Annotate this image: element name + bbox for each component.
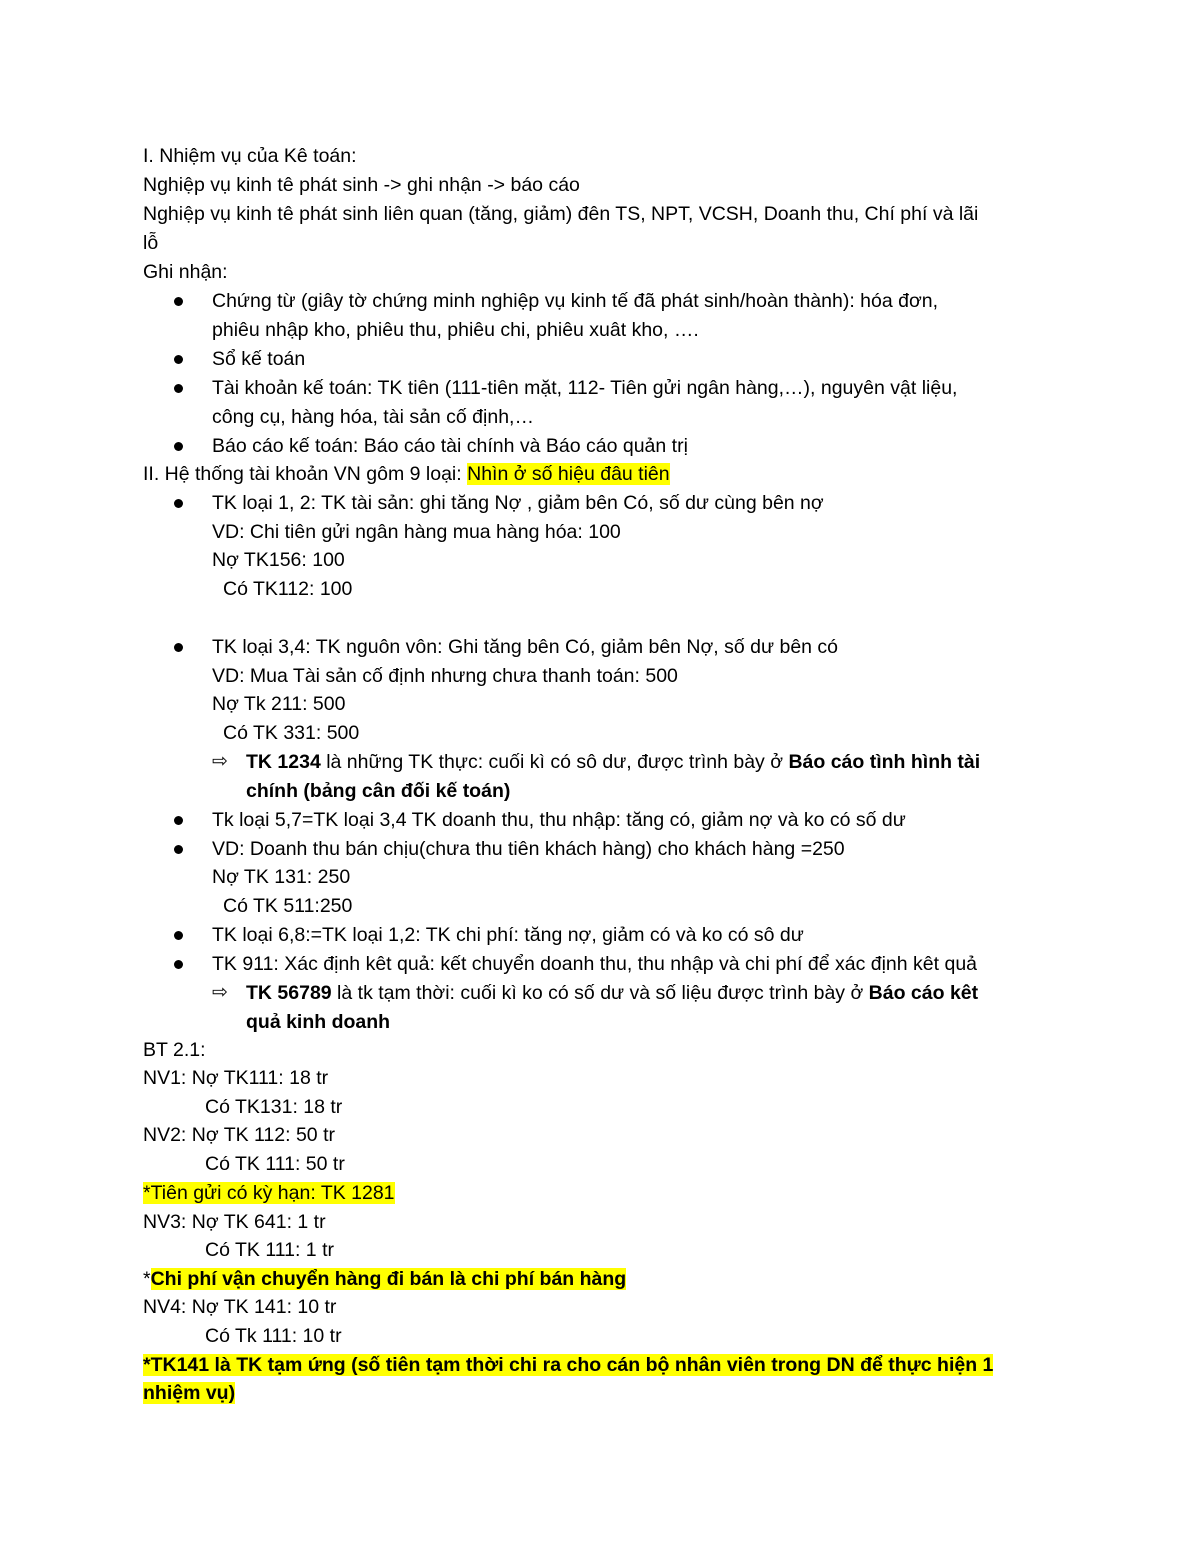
- transaction-debit: NV2: Nợ TK 112: 50 tr: [143, 1124, 335, 1146]
- section-2-heading: [143, 460, 670, 488]
- arrow-note-continued: quả kinh doanh: [246, 1011, 391, 1033]
- list-item: Báo cáo kế toán: Báo cáo tài chính và Báo cáo quản trị: [212, 435, 688, 457]
- transaction-credit: Có TK131: 18 tr: [205, 1096, 343, 1118]
- note-text: là tk tạm thời: cuối kì ko có số dư và số liệu được trình bày ở: [331, 982, 869, 1004]
- highlighted-text: Nhìn ở số hiệu đâu tiên: [467, 463, 670, 485]
- list-item-continued: công cụ, hàng hóa, tài sản cố định,…: [212, 406, 534, 428]
- bullet-icon: [174, 442, 183, 451]
- entry-debit: Nợ TK 131: 250: [212, 866, 351, 888]
- bullet-icon: [174, 355, 183, 364]
- bold-text: TK 56789: [246, 982, 332, 1004]
- text-line: lỗ: [143, 232, 159, 254]
- transaction-credit: Có TK 111: 50 tr: [205, 1153, 345, 1175]
- highlight-note: [143, 1179, 395, 1207]
- entry-credit: Có TK112: 100: [223, 578, 353, 600]
- text-line: Nghiệp vụ kinh tê phát sinh liên quan (tăng, giảm) đên TS, NPT, VCSH, Doanh thu, Chí phí và lãi: [143, 203, 979, 225]
- arrow-note: [246, 979, 978, 1007]
- list-item: TK loại 3,4: TK nguôn vôn: Ghi tăng bên Có, giảm bên Nợ, số dư bên có: [212, 636, 839, 658]
- bullet-icon: [174, 297, 183, 306]
- list-item: Chứng từ (giây tờ chứng minh nghiệp vụ kinh tế đã phát sinh/hoàn thành): hóa đơn,: [212, 290, 939, 312]
- highlighted-text: *Tiên gửi có kỳ hạn: TK 1281: [143, 1182, 395, 1204]
- highlighted-text: *TK141 là TK tạm ứng (số tiên tạm thời chi ra cho cán bộ nhân viên trong DN để thực hiện 1: [143, 1354, 994, 1376]
- example-line: VD: Mua Tài sản cố định nhưng chưa thanh toán: 500: [212, 665, 678, 687]
- list-item: Tk loại 5,7=TK loại 3,4 TK doanh thu, thu nhập: tăng có, giảm nợ và ko có số dư: [212, 809, 906, 831]
- list-item: TK loại 1, 2: TK tài sản: ghi tăng Nợ , giảm bên Có, số dư cùng bên nợ: [212, 492, 824, 514]
- highlight-note-continued: [143, 1379, 235, 1407]
- highlight-note: [143, 1265, 626, 1293]
- text-line: Ghi nhận:: [143, 261, 228, 283]
- bullet-icon: [174, 845, 183, 854]
- arrow-note: [246, 748, 980, 776]
- highlighted-text: Chi phí vận chuyển hàng đi bán là chi phí bán hàng: [150, 1268, 627, 1290]
- bullet-icon: [174, 931, 183, 940]
- exercise-heading: BT 2.1:: [143, 1039, 206, 1061]
- list-item: TK loại 6,8:=TK loại 1,2: TK chi phí: tăng nợ, giảm có và ko có sô dư: [212, 924, 804, 946]
- transaction-credit: Có Tk 111: 10 tr: [205, 1325, 342, 1347]
- transaction-credit: Có TK 111: 1 tr: [205, 1239, 334, 1261]
- example-line: VD: Chi tiên gửi ngân hàng mua hàng hóa: 100: [212, 521, 621, 543]
- entry-credit: Có TK 511:250: [223, 895, 353, 917]
- section-2-title: II. Hệ thống tài khoản VN gôm 9 loại:: [143, 463, 468, 485]
- note-text: là những TK thực: cuối kì có sô dư, được trình bày ở: [320, 751, 789, 773]
- transaction-debit: NV3: Nợ TK 641: 1 tr: [143, 1211, 326, 1233]
- text-line: Nghiệp vụ kinh tê phát sinh -> ghi nhận -> báo cáo: [143, 174, 580, 196]
- bullet-icon: [174, 384, 183, 393]
- list-item: VD: Doanh thu bán chịu(chưa thu tiên khách hàng) cho khách hàng =250: [212, 838, 845, 860]
- list-item: Sổ kế toán: [212, 348, 306, 370]
- transaction-debit: NV1: Nợ TK111: 18 tr: [143, 1067, 329, 1089]
- transaction-debit: NV4: Nợ TK 141: 10 tr: [143, 1296, 337, 1318]
- entry-debit: Nợ TK156: 100: [212, 549, 345, 571]
- section-1-heading: I. Nhiệm vụ của Kê toán:: [143, 145, 357, 167]
- entry-credit: Có TK 331: 500: [223, 722, 360, 744]
- list-item: TK 911: Xác định kêt quả: kết chuyển doanh thu, thu nhập và chi phí để xác định kêt quả: [212, 953, 978, 975]
- arrow-right-icon: ⇨: [212, 751, 228, 772]
- list-item: Tài khoản kế toán: TK tiên (111-tiên mặt, 112- Tiên gửi ngân hàng,…), nguyên vật liệu,: [212, 377, 958, 399]
- bullet-icon: [174, 499, 183, 508]
- highlight-note: [143, 1351, 993, 1379]
- bold-text: Báo cáo tình hình tài: [788, 751, 981, 773]
- bold-text: Báo cáo kêt: [868, 982, 979, 1004]
- highlighted-text: nhiệm vụ): [143, 1382, 236, 1404]
- list-item-continued: phiêu nhập kho, phiêu thu, phiêu chi, phiêu xuât kho, ….: [212, 319, 699, 341]
- bold-text: TK 1234: [246, 751, 321, 773]
- star-text: *: [143, 1268, 151, 1290]
- entry-debit: Nợ Tk 211: 500: [212, 693, 346, 715]
- bullet-icon: [174, 960, 183, 969]
- bullet-icon: [174, 643, 183, 652]
- bullet-icon: [174, 816, 183, 825]
- arrow-note-continued: chính (bảng cân đối kế toán): [246, 780, 511, 802]
- arrow-right-icon: ⇨: [212, 982, 228, 1003]
